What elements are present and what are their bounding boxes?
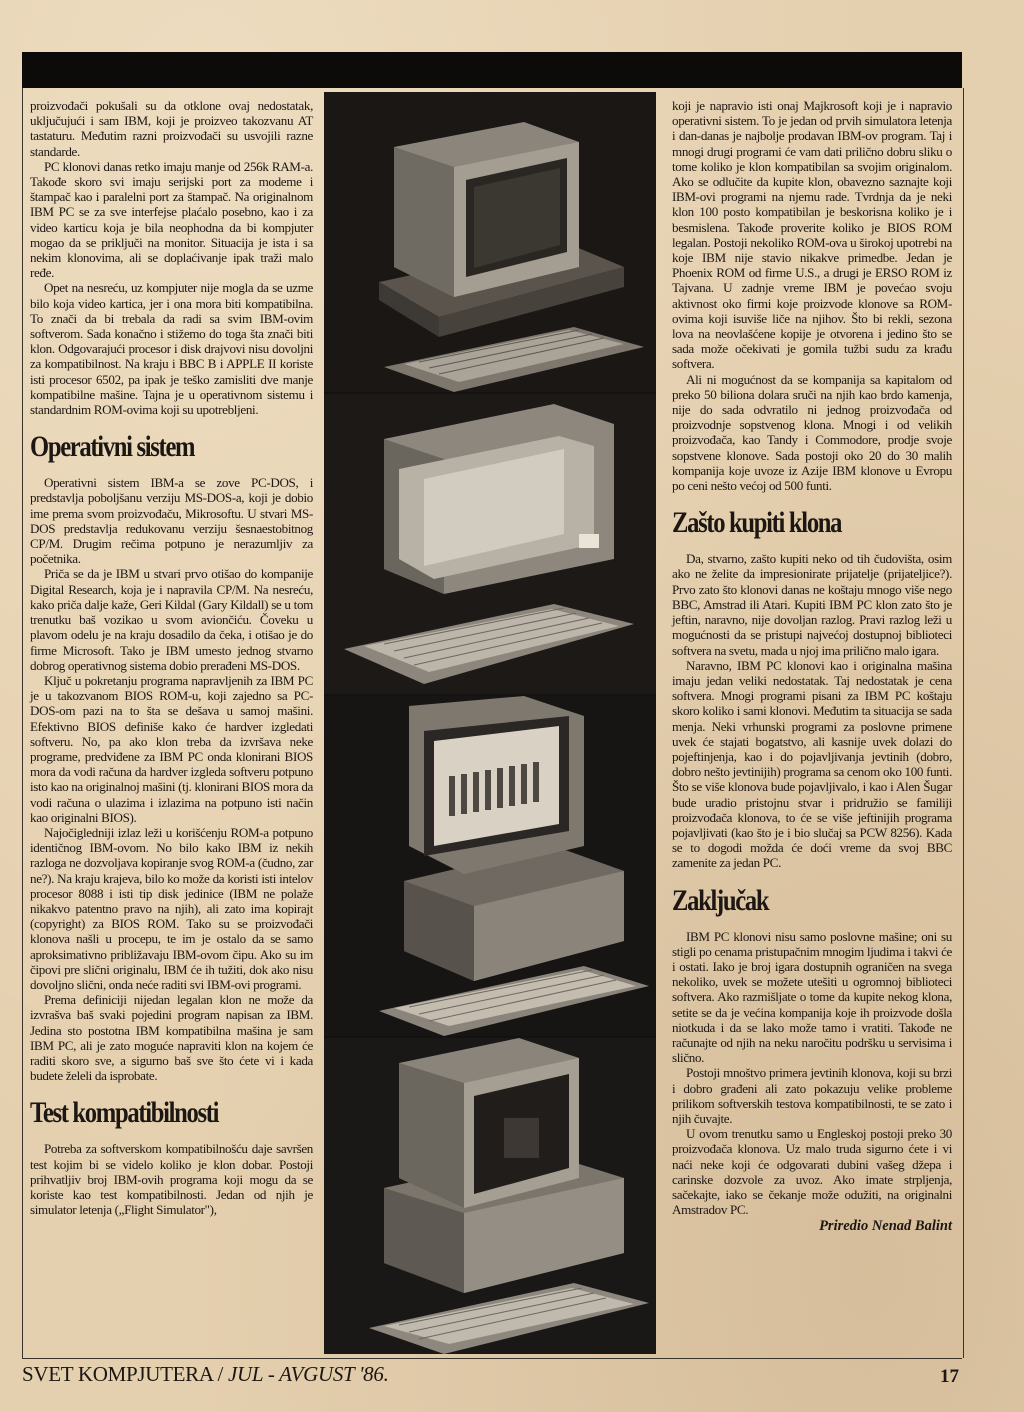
paragraph: Ali ni mogućnost da se kompanija sa kapitalom od preko 50 biliona dolara sruči na njih kao brdo kamenja, nije do sada odvratilo ni jednog proizvođača od proizvodnje sopstvenog klona. Mnogi i od velikih proizvođača, kao Tandy i Commodore, prodje svoje sopstvene klonove. Sada postoji oko 20 do 30 malih kompanija koje uvoze iz Azije IBM klonove u Evropu po ceni nešto većoj od 500 funti. — [672, 371, 952, 494]
paragraph: Naravno, IBM PC klonovi kao i originalna mašina imaju jedan veliki nedostatak. Taj nedostatak je cena softvera. Mnogi programi pisani za IBM PC koštaju skoro koliko i sami klonovi. Međutim ta situacija se sada menja. Neki vrhunski programi za poslovne primene uvek će stajati bogatstvo, ali kasnije uvek dolazi do pojeftinjenja, kao i do pojavljivanja jevtinih (dobro, dobro nešto jevtinijih) programa sa cenom oko 100 funti. Što se više klonova bude pojavljivalo, i kao i Alen Šugar bude uradio pristojnu stvar i pridružio se familiji proizvođača klonova, to će se više jeftinijih programa pojavljivati (kao što je i bio slučaj sa PCW 8256). Kada se to dogodi možda će doći vreme da svoj BBC zamenite za jedan PC. — [672, 657, 952, 871]
heading-test-kompatibilnosti: Test kompatibilnosti — [30, 1096, 219, 1130]
right-text-column — [672, 98, 952, 1235]
paragraph: Prema definiciji nijedan legalan klon ne može da izvrašva baš svaki pojedini program napisan za IBM. Jedina sto postotna IBM kompatibilna mašina je sam IBM PC, ali je zato moguće napraviti klon na kojem će raditi skoro sve, a sigurno baš sve što ćete vi i kada budete želeli da isprobate. — [30, 992, 313, 1084]
paragraph: Da, stvarno, zašto kupiti neko od tih čudovišta, osim ako ne želite da impresionirate prijatelje (prijateljice?). Prvo zato što klonovi danas ne koštaju mnogo više nego BBC, Amstrad ili Atari. Kupiti IBM PC klon zato što je jeftin, naravno, nije dovoljan razlog. Pravi razlog leži u mogućnosti da se pristupi najvećoj dostupnoj biblioteci softvera na svetu, mada u njoj ima prilično malo igara. — [672, 551, 952, 658]
heading-zasto-kupiti-klona: Zašto kupiti klona — [672, 506, 842, 540]
byline: Priredio Nenad Balint — [819, 1218, 952, 1235]
paragraph: Ključ u pokretanju programa napravljenih za IBM PC je u takozvanom BIOS ROM-u, koji zajedno sa PC-DOS-om pazi na to šta se dešava u samoj mašini. Efektivno BIOS definiše kako će hardver izgledati softveru. No, pa ako klon treba da izvršava neke programe, predviđene za IBM PC onda klonirani BIOS mora da vodi računa da hardver izgleda softveru potpuno isto kao na originalnoj mašini (tj. klonirani BIOS mora da vodi računa o ulazima i izlazima na potpuno isti način kao originalni BIOS). — [30, 672, 313, 825]
footer-magazine-info — [22, 1362, 389, 1387]
photo-pc-with-monitor — [324, 696, 656, 1036]
header-black-bar — [22, 52, 962, 88]
photo-column — [324, 92, 656, 1354]
paragraph: IBM PC klonovi nisu samo poslovne mašine; oni su stigli po cenama pristupačnim mnogim ljudima i takvi će i ostati. Iako je broj igara dostupnih ograničen na svega nekoliko, uvek se možete utešiti u ogromnoj biblioteci softvera. Ako razmišljate o tome da kupite nekog klona, setite se da je većina kompanija koje ih proizvode došla niotkuda i da se lako može tamo i vratiti. Takođe ne računajte od njih na neku naročitu podršku u servisima i slično. — [672, 928, 952, 1066]
photo-portable-pc — [324, 394, 656, 694]
left-text-column — [30, 98, 313, 1217]
paragraph: proizvođači pokušali su da otklone ovaj nedostatak, uključujući i sam IBM, koji je proizveo takozvanu AT tastaturu. Međutim razni proizvođači su usvojili razne standarde. — [30, 98, 313, 159]
paragraph: koji je napravio isti onaj Majkrosoft koji je i napravio operativni sistem. To je jedan od prvih simulatora letenja i dan-danas je najbolje prodavan IBM-ov program. Taj i mnogi drugi programi će vam dati prilično dobru sliku o tome koliko je klon kompatibilan sa svojim originalom. Ako se odlučite da kupite klon, obavezno saznajte koji IBM-ovi programi na njemu rade. Tvrdnja da je neki klon 100 posto kompatibilan je beskorisna koliko je i besmislena. Takođe proverite koliko je BIOS ROM legalan. Postoji nekoliko ROM-ova u širokoj upotrebi na koje IBM nije stavio nikakve primedbe. Jedan je Phoenix ROM od firme U.S., a drugi je ERSO ROM iz Tajvana. U zadnje vreme IBM je povećao svoju aktivnost oko firmi koje proizvode klonove sa ROM-ovima koji isuviše liče na njihov. Što bi rekli, sezona lova na neovlašćene kopije je otvorena i jedino što se sada može očekivati je gomila tužbi sudu za krađu softvera. — [672, 98, 952, 372]
photo-desktop-pc — [324, 92, 656, 392]
issue-date: JUL - AVGUST '86. — [228, 1362, 389, 1386]
paragraph: Postoji mnoštvo primera jevtinih klonova, koji su brzi i dobro građeni ali zato pokazuju velike probleme prilikom softverskih testova kompatibilnosti, te se zato i njih čuvajte. — [672, 1065, 952, 1126]
paragraph: Najočigledniji izlaz leži u korišćenju ROM-a potpuno identičnog IBM-ovom. No bilo kako IBM iz nekih razloga ne dozvoljava kopiranje svog ROM-a (čudno, zar ne?). Na kraju krajeva, bilo ko može da koristi isti intelov procesor 8088 i isti tip disk jedinice (IBM ne polaže nikakvo patentno pravo na njih), ali zato ima kopirajt (copyright) za BIOS ROM. Tako su se proizvođači klonova našli u procepu, te im je ostalo da se samo aproksimativno približavaju IBM-ovom čipu. Ako su im čipovi pre slični originalu, IBM će ih tužiti, dok ako nisu dovoljno slični, onda neće raditi svi IBM-ovi programi. — [30, 824, 313, 992]
paragraph: Priča se da je IBM u stvari prvo otišao do kompanije Digital Research, koja je i napravila CP/M. Na nesreću, kako priča dalje kaže, Geri Kildal (Gary Kildall) se u tom trenutku baš vozikao u svom avіončіću. Čoveku u plavom odelu je na kraju dosadilo da čeka, i otišao je do firme Microsoft. Tako je IBM umesto jednog stvarno dobrog operativnog sistema dobio prerađeni MS-DOS. — [30, 566, 313, 673]
heading-operativni-sistem: Operativni sistem — [30, 430, 195, 464]
photo-pc-with-keyboard — [324, 1038, 656, 1354]
paragraph: PC klonovi danas retko imaju manje od 256k RAM-a. Takođe skoro svi imaju serijski port za modeme i štampač kao i paralelni port za štampač. Na originalnom IBM PC se za sve interfejse plaćalo posebno, kao i za video karticu koja je bila neophodna da bi kompjuter mogao da se priključi na monitor. Situacija je ista i sa nekim klonovima, ali se doplaćivanje ipak traži malo ređe. — [30, 158, 313, 281]
footer-rule — [22, 1358, 962, 1359]
page-number: 17 — [940, 1366, 959, 1387]
paragraph: Operativni sistem IBM-a se zove PC-DOS, i predstavlja poboljšanu verziju MS-DOS-a, koji je dobio ime prema svom proizvođaču, Mikrosoftu. U stvari MS-DOS predstavlja redukovanu verziju šesnaestobitnog CP/M. Drugim rečima potpuno je nerazumljiv za početnika. — [30, 475, 313, 567]
magazine-name: SVET KOMPJUTERA / — [22, 1362, 224, 1386]
paragraph: Potreba za softverskom kompatibilnošću daje savršen test kojim bi se videlo koliko je klon dobar. Postoji prihvatljiv broj IBM-ovih programa koji mogu da se koriste kao test kompatibilnosti. Jedan od njih je simulator letenja („Flight Simulator"), — [30, 1141, 313, 1218]
heading-zakljucak: Zaključak — [672, 883, 769, 917]
paragraph: Opet na nesreću, uz kompjuter nije mogla da se uzme bilo koja video kartica, jer i ona mora biti kompatibilna. To znači da bi trebala da radi sa svim IBM-ovim softverom. Sada konačno i stižemo do toga šta znači biti klon. Odgovarajući procesor i disk drajvovi nisu dovoljni za kompatibilnost. Na kraju i BBC B i APPLE II koriste isti procesor 6502, pa ipak je teško zamisliti dve manje kompatibilne mašine. Tajna je u operativnom sistemu i standardnim ROM-ovima koji su upotrebljeni. — [30, 280, 313, 418]
paragraph: U ovom trenutku samo u Engleskoj postoji preko 30 proizvođača klonova. Uz malo truda sigurno ćete i vi naći neke koji će odgovarati dubini vašeg džepa i carinske dozvole za uvoz. Ako imate strpljenja, sačekajte, iako se čekanje može odužiti, na originalni Amstradov PC. — [672, 1126, 952, 1218]
